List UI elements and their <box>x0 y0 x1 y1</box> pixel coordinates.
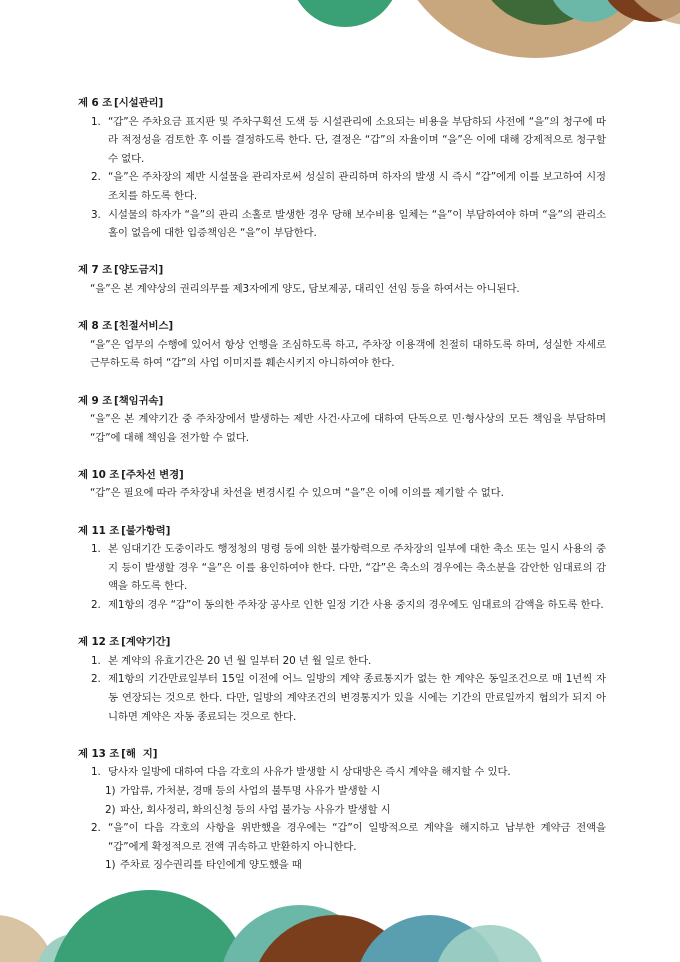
item-marker: 3. <box>91 208 101 221</box>
list-item <box>78 819 606 856</box>
list-item <box>78 763 606 782</box>
article-number: 제 7 조 <box>78 264 113 277</box>
article-items <box>78 540 606 614</box>
sub-items <box>78 856 606 875</box>
item-text: 제1항의 경우 “갑”이 동의한 주차장 공사로 인한 일정 기간 사용 중지의 경우에도 임대료의 감액을 하도록 한다. <box>108 599 604 612</box>
article-heading: [불가항력] <box>121 524 171 537</box>
article-heading: [양도금지] <box>114 264 164 277</box>
article-8 <box>78 317 606 373</box>
bottom-teal-circle <box>220 905 380 962</box>
list-item <box>78 113 606 169</box>
bottom-green-circle <box>50 890 250 962</box>
sub-list-item <box>78 782 606 801</box>
item-text: 시설물의 하자가 “을”의 관리 소홀로 발생한 경우 당해 보수비용 일체는 “을”이 부담하여야 하며 “을”의 관리소홀이 없음에 대한 입증책임은 “을”이 부담한다. <box>108 208 606 240</box>
article-10 <box>78 466 606 503</box>
article-heading: [시설관리] <box>114 97 164 109</box>
article-text: “갑”은 필요에 따라 주차장내 차선을 변경시킬 수 있으며 “을”은 이에 이의를 제기할 수 없다. <box>90 487 504 500</box>
article-number: 제 6 조 <box>78 97 113 109</box>
article-heading: [해 지] <box>121 747 158 760</box>
item-text: 제1항의 기간만료일부터 15일 이전에 어느 일방의 계약 종료통지가 없는 한 계약은 동일조건으로 매 1년씩 자동 연장되는 것으로 한다. 다만, 일방의 계약조건의 변경통지가 있을 시에는 기간의 만료일까지 협의가 되지 아니하면 계약은 자동 종료되는 것으로 한다. <box>108 673 606 723</box>
list-item <box>78 670 606 726</box>
article-heading: [계약기간] <box>121 636 171 649</box>
item-marker: 1. <box>91 115 101 128</box>
item-marker: 1. <box>91 543 101 556</box>
article-heading: [주차선 변경] <box>121 468 184 481</box>
article-number: 제 10 조 <box>78 468 120 481</box>
article-number: 제 13 조 <box>78 747 120 760</box>
article-heading: [친절서비스] <box>114 320 174 333</box>
article-items <box>78 819 606 856</box>
article-13 <box>78 745 606 875</box>
article-title <box>78 94 606 113</box>
bottom-right-teal-circle <box>435 925 545 962</box>
article-number: 제 9 조 <box>78 394 113 407</box>
article-title <box>78 392 606 411</box>
item-marker: 1. <box>91 766 101 779</box>
article-number: 제 8 조 <box>78 320 113 333</box>
top-darkgreen-circle <box>475 0 615 25</box>
item-text: “갑”은 주차요금 표지판 및 주차구획선 도색 등 시설관리에 소요되는 비용을 부담하되 사전에 “을”의 청구에 따라 적정성을 검토한 후 이를 결정하도록 한다. 단, 결정은 “갑”의 자율이며 “을”은 이에 대해 강제적으로 청구할 수 없다. <box>108 115 606 165</box>
bottom-brown-circle <box>250 915 420 962</box>
item-text: 당사자 일방에 대하여 다음 각호의 사유가 발생할 시 상대방은 즉시 계약을 해지할 수 있다. <box>108 766 511 779</box>
list-item <box>78 652 606 671</box>
article-number: 제 11 조 <box>78 524 120 537</box>
top-tan-circle <box>387 0 680 58</box>
sub-list-item <box>78 856 606 875</box>
item-marker: 1. <box>91 654 101 667</box>
article-items <box>78 652 606 726</box>
sub-item-marker: 2) <box>105 803 116 816</box>
sub-list-item <box>78 801 606 820</box>
article-title <box>78 466 606 485</box>
bottom-tan-circle <box>0 915 55 962</box>
item-marker: 2. <box>91 171 101 184</box>
item-text: “을”이 다음 각호의 사항을 위반했을 경우에는 “갑”이 일방적으로 계약을 해지하고 납부한 계약금 전액을 “갑”에게 확정적으로 전액 귀속하고 반환하지 아니한다. <box>108 822 606 853</box>
item-text: “을”은 주차장의 제반 시설물을 관리자로써 성실히 관리하며 하자의 발생 시 즉시 “갑”에게 이를 보고하여 시정조치를 하도록 한다. <box>108 171 606 202</box>
article-title <box>78 317 606 336</box>
article-title <box>78 633 606 652</box>
top-green-circle <box>290 0 400 27</box>
article-9 <box>78 392 606 448</box>
sub-items <box>78 782 606 819</box>
list-item <box>78 168 606 205</box>
article-number: 제 12 조 <box>78 636 120 649</box>
sub-item-marker: 1) <box>105 784 116 797</box>
item-text: 본 계약의 유효기간은 20 년 월 일부터 20 년 월 일로 한다. <box>108 654 372 667</box>
top-brown-circle <box>598 0 680 22</box>
item-marker: 2. <box>91 822 101 835</box>
article-title <box>78 261 606 280</box>
bottom-lightteal-circle <box>37 934 113 962</box>
article-items <box>78 763 606 782</box>
article-heading: [책임귀속] <box>114 394 164 407</box>
item-marker: 2. <box>91 599 101 612</box>
article-6 <box>78 94 606 243</box>
item-marker: 2. <box>91 673 101 686</box>
article-7 <box>78 261 606 298</box>
top-right-tan-circle <box>615 0 680 25</box>
article-title <box>78 522 606 541</box>
item-text: 본 임대기간 도중이라도 행정청의 명령 등에 의한 불가항력으로 주차장의 일부에 대한 축소 또는 일시 사용의 중지 등이 발생할 경우 “을”은 이를 용인하여야 한다. 다만, “갑”은 축소의 경우에는 축소분을 감안한 임대료의 감액을 하도록 한다. <box>108 543 606 593</box>
article-text: “을”은 본 계약기간 중 주차장에서 발생하는 제반 사건·사고에 대하여 단독으로 민·형사상의 모든 책임을 부담하며 “갑”에 대해 책임을 전가할 수 없다. <box>90 413 606 444</box>
sub-item-text: 가압류, 가처분, 경매 등의 사업의 불투명 사유가 발생할 시 <box>120 784 381 797</box>
sub-item-marker: 1) <box>105 859 116 872</box>
list-item <box>78 206 606 243</box>
list-item <box>78 596 606 615</box>
bottom-blueteal-circle <box>355 915 505 962</box>
sub-item-text: 파산, 회사정리, 화의신청 등의 사업 불가능 사유가 발생할 시 <box>120 803 391 816</box>
article-12 <box>78 633 606 726</box>
article-title <box>78 745 606 764</box>
contract-body <box>78 94 606 894</box>
article-text: “을”은 업무의 수행에 있어서 항상 언행을 조심하도록 하고, 주차장 이용객에 친절히 대하도록 하며, 성실한 자세로 근무하도록 하여 “갑”의 사업 이미지를 훼손시키지 아니하여야 한다. <box>90 338 606 370</box>
sub-item-text: 주차료 징수권리를 타인에게 양도했을 때 <box>120 859 302 872</box>
top-teal-circle <box>548 0 632 22</box>
article-text: “을”은 본 계약상의 권리의무를 제3자에게 양도, 담보제공, 대리인 선임 등을 하여서는 아니된다. <box>90 282 520 295</box>
article-items <box>78 113 606 243</box>
list-item <box>78 540 606 596</box>
article-11 <box>78 522 606 615</box>
